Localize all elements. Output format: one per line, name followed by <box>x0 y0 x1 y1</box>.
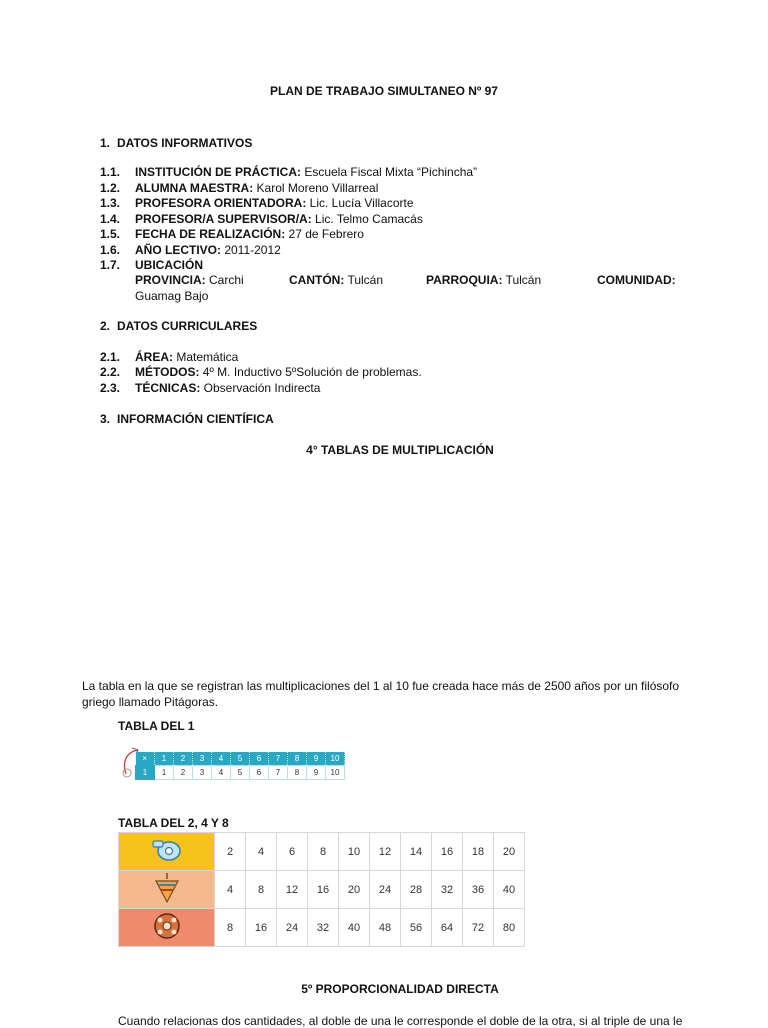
header-cell: 6 <box>250 752 269 766</box>
curr-number: 2.2. <box>100 365 121 379</box>
canton-label: CANTÓN: <box>289 273 345 287</box>
info-label: UBICACIÓN <box>135 258 203 272</box>
tabla-1-title: TABLA DEL 1 <box>118 719 195 733</box>
header-cell: 4 <box>212 752 231 766</box>
info-label: AÑO LECTIVO: <box>135 243 221 257</box>
table-row <box>119 871 525 909</box>
table-cell: 24 <box>277 909 308 947</box>
header-cell: 10 <box>326 752 345 766</box>
header-cell: 9 <box>307 752 326 766</box>
section-2-title: DATOS CURRICULARES <box>117 319 258 333</box>
table-cell: 80 <box>494 909 525 947</box>
info-value: 2011-2012 <box>221 243 281 257</box>
curr-label: MÉTODOS: <box>135 365 200 379</box>
info-item <box>135 181 378 195</box>
body-cell: 1 <box>155 766 174 780</box>
table-cell: 40 <box>494 871 525 909</box>
body-cell: 5 <box>231 766 250 780</box>
paragraph-proporcionalidad: Cuando relacionas dos cantidades, al doble de una le corresponde el doble de la otra, si al triple de una le <box>118 1014 683 1028</box>
provincia-value: Carchi <box>205 273 244 287</box>
table-row <box>119 833 525 871</box>
row-icon-cell <box>119 833 215 871</box>
info-value: Escuela Fiscal Mixta “Pichincha” <box>301 165 478 179</box>
section-3-title: INFORMACIÓN CIENTÍFICA <box>117 412 274 426</box>
row-icon-cell <box>119 871 215 909</box>
header-cell: 8 <box>288 752 307 766</box>
parroquia <box>426 273 541 287</box>
tabla-2-title: TABLA DEL 2, 4 Y 8 <box>118 816 229 830</box>
table-cell: 36 <box>463 871 494 909</box>
header-cell: 2 <box>174 752 193 766</box>
info-item <box>135 227 364 241</box>
table-cell: 12 <box>370 833 401 871</box>
ball-icon <box>147 909 187 943</box>
header-cell: 1 <box>155 752 174 766</box>
curr-label: TÉCNICAS: <box>135 381 201 395</box>
table-cell: 14 <box>401 833 432 871</box>
comunidad-value: Guamag Bajo <box>135 289 209 303</box>
info-number: 1.1. <box>100 165 121 179</box>
info-number: 1.2. <box>100 181 121 195</box>
table-cell: 8 <box>215 909 246 947</box>
curr-number: 2.3. <box>100 381 121 395</box>
subtitle-proporcionalidad: 5º PROPORCIONALIDAD DIRECTA <box>301 982 499 996</box>
info-number: 1.5. <box>100 227 121 241</box>
table-row <box>119 909 525 947</box>
info-value: Karol Moreno Villarreal <box>253 181 379 195</box>
curr-value: 4º M. Inductivo 5ºSolución de problemas. <box>199 365 422 379</box>
info-value: Lic. Lucía Villacorte <box>306 196 414 210</box>
table-cell: 56 <box>401 909 432 947</box>
table-cell: 10 <box>339 833 370 871</box>
table-cell: 2 <box>215 833 246 871</box>
parroquia-label: PARROQUIA: <box>426 273 503 287</box>
tabla-2-4-8 <box>118 832 525 947</box>
body-cell: 7 <box>269 766 288 780</box>
section-2-number: 2. <box>100 319 111 333</box>
info-item <box>135 243 281 257</box>
table-cell: 20 <box>494 833 525 871</box>
body-cell: 4 <box>212 766 231 780</box>
page-title: PLAN DE TRABAJO SIMULTANEO Nº 97 <box>270 84 498 98</box>
parroquia-value: Tulcán <box>502 273 542 287</box>
info-item <box>135 196 414 210</box>
tabla-1-header-row <box>136 752 345 766</box>
table-cell: 20 <box>339 871 370 909</box>
header-cell: 3 <box>193 752 212 766</box>
curr-item <box>135 381 320 395</box>
body-cell: 10 <box>326 766 345 780</box>
table-cell: 6 <box>277 833 308 871</box>
info-number: 1.3. <box>100 196 121 210</box>
table-cell: 12 <box>277 871 308 909</box>
info-label: PROFESOR/A SUPERVISOR/A: <box>135 212 312 226</box>
info-value: 27 de Febrero <box>285 227 364 241</box>
table-cell: 28 <box>401 871 432 909</box>
table-cell: 16 <box>308 871 339 909</box>
body-cell: 8 <box>288 766 307 780</box>
tabla-1-body-row <box>136 766 345 780</box>
curr-item <box>135 365 422 379</box>
comunidad-label: COMUNIDAD: <box>597 273 676 287</box>
subtitle-tablas: 4° TABLAS DE MULTIPLICACIÓN <box>306 443 494 457</box>
provincia <box>135 273 244 287</box>
table-cell: 4 <box>215 871 246 909</box>
info-number: 1.7. <box>100 258 121 272</box>
info-item <box>135 258 203 272</box>
info-label: FECHA DE REALIZACIÓN: <box>135 227 286 241</box>
info-label: ALUMNA MAESTRA: <box>135 181 254 195</box>
section-1-title: DATOS INFORMATIVOS <box>117 136 253 150</box>
body-cell: 2 <box>174 766 193 780</box>
row-icon-cell <box>119 909 215 947</box>
curr-item <box>135 350 238 364</box>
body-cell: 9 <box>307 766 326 780</box>
curr-value: Observación Indirecta <box>200 381 321 395</box>
info-label: PROFESORA ORIENTADORA: <box>135 196 307 210</box>
info-number: 1.6. <box>100 243 121 257</box>
body-cell: 6 <box>250 766 269 780</box>
table-cell: 16 <box>246 909 277 947</box>
table-cell: 32 <box>308 909 339 947</box>
whistle-icon <box>147 833 187 867</box>
spinning-top-icon <box>147 871 187 905</box>
info-value: Lic. Telmo Camacás <box>311 212 423 226</box>
info-item <box>135 165 477 179</box>
table-cell: 48 <box>370 909 401 947</box>
table-cell: 8 <box>308 833 339 871</box>
canton <box>289 273 383 287</box>
table-cell: 64 <box>432 909 463 947</box>
row-label-cell: 1 <box>136 766 155 780</box>
table-cell: 4 <box>246 833 277 871</box>
info-number: 1.4. <box>100 212 121 226</box>
tabla-del-1 <box>135 752 345 780</box>
body-cell: 3 <box>193 766 212 780</box>
table-cell: 24 <box>370 871 401 909</box>
table-cell: 8 <box>246 871 277 909</box>
table-cell: 16 <box>432 833 463 871</box>
info-item <box>135 212 423 226</box>
section-3-number: 3. <box>100 412 111 426</box>
canton-value: Tulcán <box>344 273 384 287</box>
info-label: INSTITUCIÓN DE PRÁCTICA: <box>135 165 301 179</box>
table-cell: 40 <box>339 909 370 947</box>
paragraph-pitagoras: La tabla en la que se registran las multiplicaciones del 1 al 10 fue creada hace más de 2500 años por un filósofo griego llamado Pitágoras. <box>82 679 680 709</box>
curr-label: ÁREA: <box>135 350 173 364</box>
header-cell: 7 <box>269 752 288 766</box>
table-cell: 72 <box>463 909 494 947</box>
header-cell: 5 <box>231 752 250 766</box>
curr-number: 2.1. <box>100 350 121 364</box>
multiply-symbol: × <box>136 752 155 766</box>
table-cell: 18 <box>463 833 494 871</box>
provincia-label: PROVINCIA: <box>135 273 206 287</box>
table-cell: 32 <box>432 871 463 909</box>
curr-value: Matemática <box>173 350 239 364</box>
section-1-number: 1. <box>100 136 111 150</box>
